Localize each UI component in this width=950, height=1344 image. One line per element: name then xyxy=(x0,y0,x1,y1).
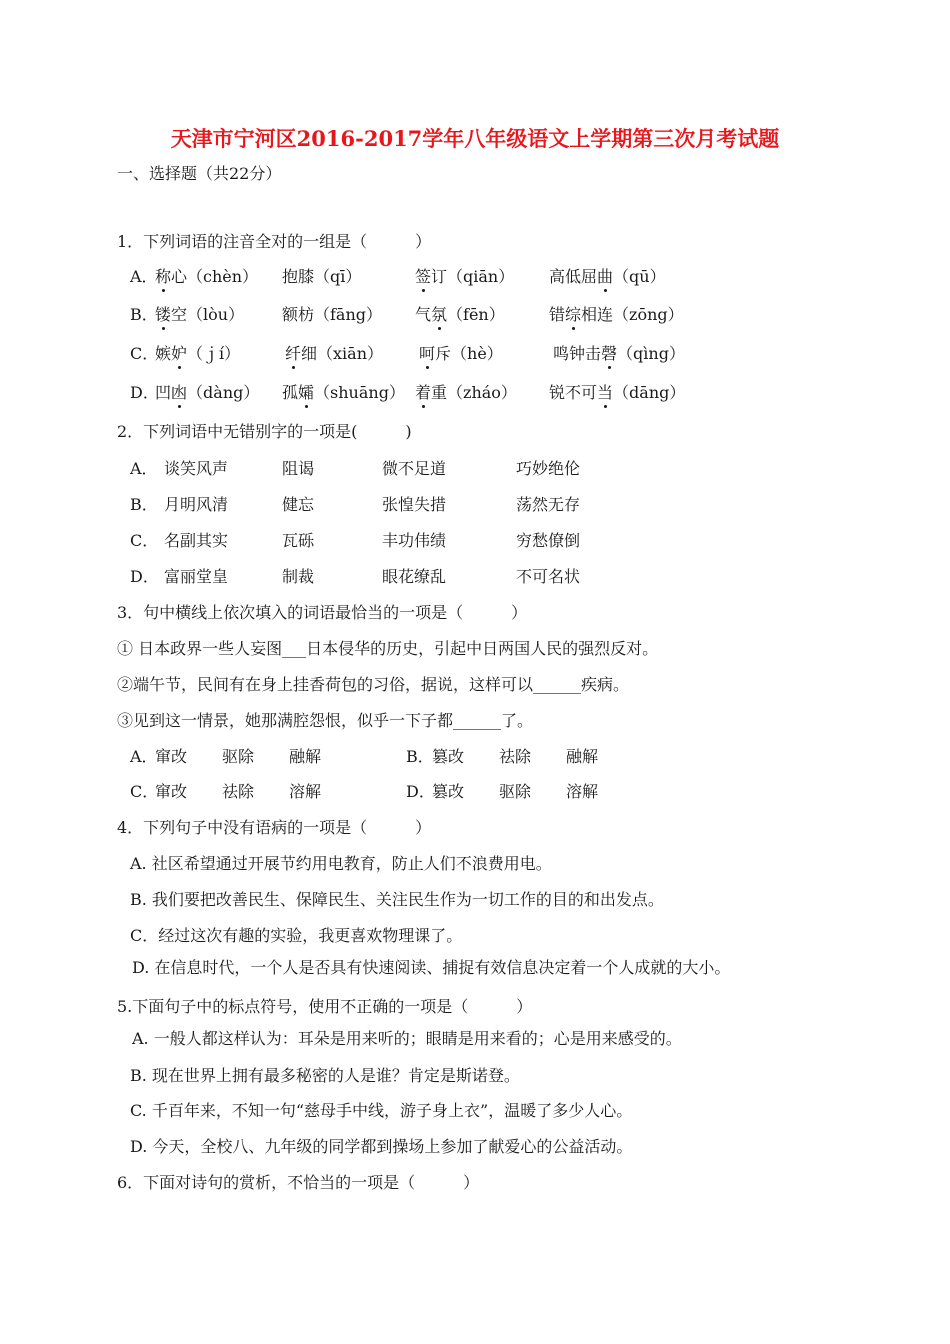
text: （dāng） xyxy=(613,383,686,402)
q2-word: 微不足道 xyxy=(382,459,447,478)
q3-word: 篡改 xyxy=(432,782,465,801)
option-letter: B． xyxy=(406,747,434,766)
text: （shuāng） xyxy=(314,383,405,402)
q3-word: 窜改 xyxy=(155,747,188,766)
q1-a-item-2 xyxy=(282,266,361,288)
text: 凹 xyxy=(155,383,172,402)
q1-d-item-2 xyxy=(282,382,405,404)
q1-b-item-4 xyxy=(549,304,684,326)
q1-d-item-1 xyxy=(155,382,259,404)
text: （qìng） xyxy=(617,344,685,363)
option-letter: A． xyxy=(130,747,158,766)
q5-option-b: B. 现在世界上拥有最多秘密的人是谁？肯定是斯诺登。 xyxy=(130,1066,520,1085)
option-letter: C． xyxy=(130,531,159,550)
q1-c-item-2 xyxy=(285,343,383,365)
q6-stem: 6．下面对诗句的赏析，不恰当的一项是（ ） xyxy=(117,1173,480,1192)
option-letter: A． xyxy=(130,459,158,478)
section-heading: 一、选择题（共22分） xyxy=(117,164,282,183)
text: 锐不可 xyxy=(549,383,598,402)
text: 额枋（fāng） xyxy=(282,305,383,324)
q3-sentence-1: ① 日本政界一些人妄图___日本侵华的历史，引起中日两国人民的强烈反对。 xyxy=(117,639,659,658)
q2-word: 阻谒 xyxy=(282,459,315,478)
option-letter: D． xyxy=(130,383,159,402)
text: 订（qiān） xyxy=(431,267,515,286)
text: 高低屈 xyxy=(549,267,598,286)
text: （qū） xyxy=(613,267,666,286)
q3-word: 融解 xyxy=(289,747,322,766)
emphasis-dot-char: 当 xyxy=(597,383,614,402)
q1-c-item-3 xyxy=(419,343,503,365)
emphasis-dot-char: 着 xyxy=(415,383,432,402)
text: 嫉 xyxy=(155,344,172,363)
emphasis-dot-char: 签 xyxy=(415,267,432,286)
emphasis-dot-char: 氛 xyxy=(431,305,448,324)
q1-c-item-4 xyxy=(553,343,685,365)
q2-word: 不可名状 xyxy=(516,567,581,586)
q3-word: 窜改 xyxy=(155,782,188,801)
text: 相连（zōng） xyxy=(581,305,684,324)
option-letter: C． xyxy=(130,344,159,363)
q5-option-c: C. 千百年来，不知一句“慈母手中线，游子身上衣”，温暖了多少人心。 xyxy=(130,1101,633,1120)
text: 重（zháo） xyxy=(431,383,517,402)
text: 错 xyxy=(549,305,566,324)
q4-option-d: D. 在信息时代，一个人是否具有快速阅读、捕捉有效信息决定着一个人成就的大小。 xyxy=(132,958,731,977)
text: （dàng） xyxy=(187,383,260,402)
q2-word: 月明风清 xyxy=(164,495,229,514)
option-letter: D． xyxy=(130,567,159,586)
q3-word: 祛除 xyxy=(222,782,255,801)
q4-stem: 4．下列句子中没有语病的一项是（ ） xyxy=(117,818,432,837)
q2-word: 眼花缭乱 xyxy=(382,567,447,586)
text: 抱膝（qī） xyxy=(282,267,362,286)
text: 气 xyxy=(415,305,432,324)
text: （ｊí） xyxy=(187,344,241,363)
emphasis-dot-char: 凼 xyxy=(171,383,188,402)
q1-stem: 1．下列词语的注音全对的一组是（ ） xyxy=(117,232,432,251)
q2-word: 制裁 xyxy=(282,567,315,586)
q5-option-d: D. 今天，全校八、九年级的同学都到操场上参加了献爱心的公益活动。 xyxy=(130,1137,633,1156)
q4-option-b: B. 我们要把改善民生、保障民生、关注民生作为一切工作的目的和出发点。 xyxy=(130,890,664,909)
text: 鸣钟击 xyxy=(553,344,602,363)
q1-a-item-1 xyxy=(155,266,258,288)
q2-word: 瓦砾 xyxy=(282,531,315,550)
q3-word: 溶解 xyxy=(289,782,322,801)
q3-word: 驱除 xyxy=(499,782,532,801)
q2-word: 名副其实 xyxy=(164,531,229,550)
emphasis-dot-char: 妒 xyxy=(171,344,188,363)
q1-a-item-4 xyxy=(549,266,666,288)
emphasis-dot-char: 镂 xyxy=(155,305,172,324)
q1-c-item-1 xyxy=(155,343,240,365)
q4-option-a: A. 社区希望通过开展节约用电教育，防止人们不浪费用电。 xyxy=(130,854,552,873)
q5-stem: 5.下面句子中的标点符号，使用不正确的一项是（ ） xyxy=(117,997,533,1016)
text: 孤 xyxy=(282,383,299,402)
q1-b-item-3 xyxy=(415,304,505,326)
emphasis-dot-char: 纤 xyxy=(285,344,302,363)
q1-a-item-3 xyxy=(415,266,514,288)
option-letter: B． xyxy=(130,305,158,324)
q2-word: 张惶失措 xyxy=(382,495,447,514)
emphasis-dot-char: 呵 xyxy=(419,344,436,363)
q2-word: 富丽堂皇 xyxy=(164,567,229,586)
q2-word: 荡然无存 xyxy=(516,495,581,514)
q3-word: 溶解 xyxy=(566,782,599,801)
option-letter: B． xyxy=(130,495,158,514)
q1-d-item-3 xyxy=(415,382,517,404)
q1-b-item-2 xyxy=(282,304,382,326)
option-letter: A． xyxy=(130,267,158,286)
q3-sentence-2: ②端午节，民间有在身上挂香荷包的习俗，据说，这样可以______疾病。 xyxy=(117,675,630,694)
q1-b-item-1 xyxy=(155,304,244,326)
q2-word: 巧妙绝伦 xyxy=(516,459,581,478)
q5-option-a: A. 一般人都这样认为：耳朵是用来听的；眼睛是用来看的；心是用来感受的。 xyxy=(132,1029,682,1048)
q2-word: 健忘 xyxy=(282,495,315,514)
document-title: 天津市宁河区2016-2017学年八年级语文上学期第三次月考试题 xyxy=(170,126,780,151)
text: 细（xiān） xyxy=(301,344,384,363)
text: 空（lòu） xyxy=(171,305,245,324)
q4-option-c: C．经过这次有趣的实验，我更喜欢物理课了。 xyxy=(130,926,463,945)
emphasis-dot-char: 曲 xyxy=(597,267,614,286)
q2-word: 丰功伟绩 xyxy=(382,531,447,550)
q3-word: 祛除 xyxy=(499,747,532,766)
text: 斥（hè） xyxy=(435,344,503,363)
q3-sentence-3: ③见到这一情景，她那满腔怨恨，似乎一下子都______了。 xyxy=(117,711,534,730)
q2-word: 谈笑风声 xyxy=(164,459,229,478)
q3-stem: 3．句中横线上依次填入的词语最恰当的一项是（ ） xyxy=(117,603,528,622)
emphasis-dot-char: 综 xyxy=(565,305,582,324)
emphasis-dot-char: 磬 xyxy=(601,344,618,363)
q2-word: 穷愁僚倒 xyxy=(516,531,581,550)
emphasis-dot-char: 孀 xyxy=(298,383,315,402)
q3-word: 驱除 xyxy=(222,747,255,766)
q3-word: 篡改 xyxy=(432,747,465,766)
q2-stem: 2．下列词语中无错别字的一项是( ) xyxy=(117,422,412,441)
option-letter: C． xyxy=(130,782,159,801)
text: 心（chèn） xyxy=(171,267,259,286)
q1-d-item-4 xyxy=(549,382,685,404)
option-letter: D． xyxy=(406,782,435,801)
text: （fēn） xyxy=(447,305,505,324)
q3-word: 融解 xyxy=(566,747,599,766)
emphasis-dot-char: 称 xyxy=(155,267,172,286)
